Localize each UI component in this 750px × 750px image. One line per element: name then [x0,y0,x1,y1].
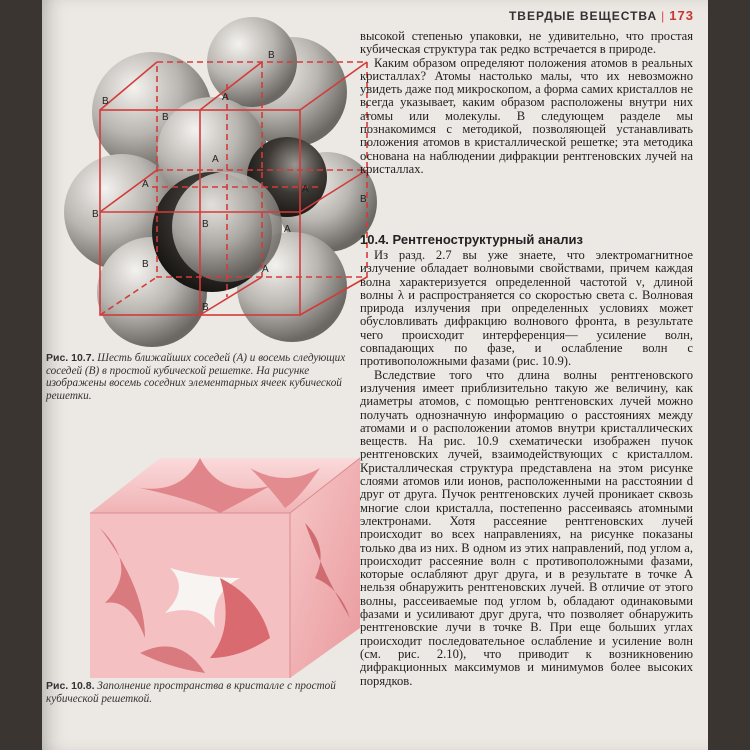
paragraph-4: Вследствие того что длина волны рентгеновского излучения имеет приблизительно такую же величину, как диаметры атомов, с помощью рентгеновских лучей можно получать однозначную информацию о расстояниях между атомами и о расположении атомов внутри кристаллических веществ. На рис. 10.9 схематически изображен пучок рентгеновских лучей, взаимодействующих с кристаллом. Кристаллическая структура представлена на этом рисунке слоями атомов или ионов, расположенными на расстоянии d друг от друга. Пучок рентгеновских лучей проникает сквозь многие слои кристалла, постепенно рассеиваясь атомными электронами. Хотя рассеяние рентгеновских лучей происходит во всех направлениях, на рисунке показаны только два из них. В одном из этих направлений, под углом a, происходит рассеяние волн с противоположными фазами, которые ослабляют друг друга, и в результате в точке A нельзя обнаружить рентгеновских лучей. В отличие от этого волны, рассеиваемые под углом b, обладают одинаковыми фазами и усиливают друг друга, что позволяет обнаружить рентгеновские лучи в точке B. При еще больших углах происходит последовательное ослабление и усиление волн (см. рис. 2.10), что приводит к возникновению дифракционных максимумов и минимумов более высоких порядков. [360,367,693,688]
figure-10-7-caption-text: Шесть ближайших соседей (А) и восемь следующих соседей (В) в простой кубической решетке. На рисунке изображены восемь соседних элементарных ячеек кубической решетки. [46,352,346,402]
figure-10-8-caption [46,680,346,705]
running-head-title: ТВЕРДЫЕ ВЕЩЕСТВА [508,9,658,23]
section-heading: 10.4. Рентгеноструктурный анализ [360,232,583,247]
label-b-7: B [202,302,209,313]
figure-10-8-label: Рис. 10.8. [46,680,95,692]
label-a-2: A [212,154,219,165]
label-a-7: A [262,264,269,275]
running-head-separator: | [661,9,666,23]
paragraph-3: Из разд. 2.7 вы уже знаете, что электромагнитное излучение обладает волновыми свойствами, причем каждая волна характеризуется определенной частотой ν, длиной волны λ и распространяется со скоростью света c. Волновая природа излучения при определенных условиях может обусловливать дифракцию волнового фронта, в результате чего происходит интерференция— усиление волн, совпадающих по фазе, и ослабление волн с противоположными фазами (рис. 10.9). [360,248,693,369]
figure-10-8-space-filling [70,428,360,688]
figure-10-7-caption [46,352,346,402]
label-a-3: A [302,184,309,195]
running-head [509,8,694,23]
label-b-1: B [102,96,109,107]
label-b-4: B [360,194,367,205]
label-b-6: B [142,259,149,270]
label-a-4: A [142,179,149,190]
label-b-2: B [268,50,275,61]
book-page [42,0,708,750]
label-b-3: B [162,112,169,123]
figure-10-7-lattice [62,22,367,342]
label-b-5: B [92,209,99,220]
paragraph-2: Каким образом определяют положения атомов в реальных кристаллах? Атомы настолько малы, что их невозможно увидеть даже под микроскопом, а форма самих кристаллов не всегда указывает, каким образом расположены внутри них атомы или молекулы. В следующем разделе мы познакомимся с методикой, позволяющей устанавливать положения атомов в кристаллической решетке; эта методика основана на наблюдении дифракции рентгеновских лучей на кристаллах. [360,55,693,176]
figure-10-7-label: Рис. 10.7. [46,352,95,364]
label-a-1: A [222,92,229,103]
page-number: 173 [669,8,694,23]
label-a-6: A [284,224,291,235]
label-a-5: B [202,219,209,230]
text-column-section [360,249,693,688]
figure-10-8-caption-text: Заполнение пространства в кристалле с простой кубической решеткой. [46,680,336,705]
text-column-top [360,30,693,176]
paragraph-1: высокой степенью упаковки, не удивительно, что простая кубическая структура так редко встречается в природе. [360,29,693,57]
